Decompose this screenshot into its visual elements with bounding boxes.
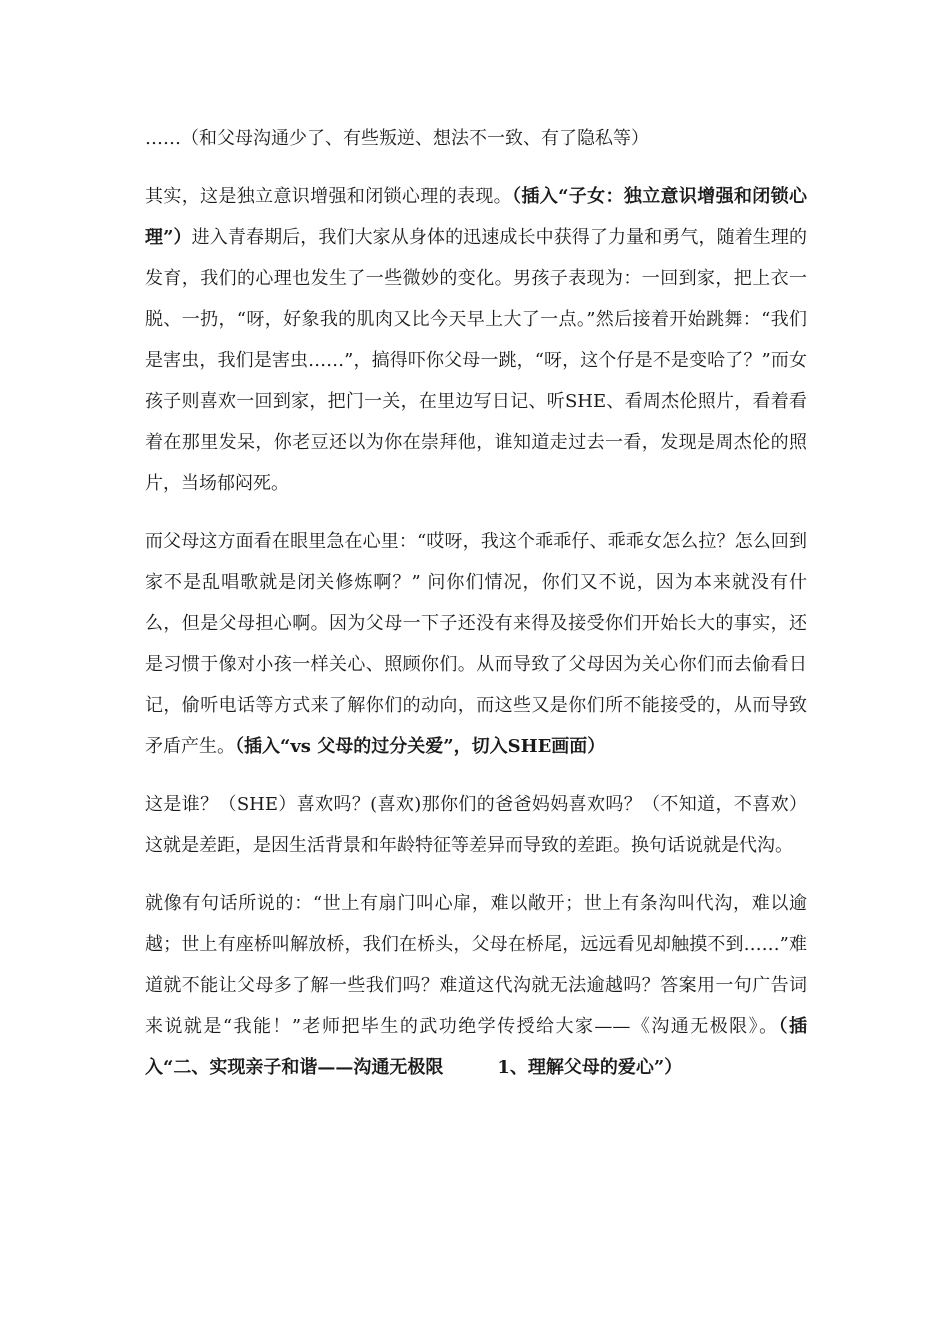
- paragraph-4: [145, 784, 807, 866]
- paragraph-1-text: ……（和父母沟通少了、有些叛逆、想法不一致、有了隐私等）: [145, 128, 649, 149]
- paragraph-3-insert-note: （插入“vs 父母的过分关爱”，切入SHE画面）: [235, 736, 606, 757]
- paragraph-2-insert-note: （插入“子女：独立意识增强和闭锁心理”）: [145, 186, 808, 248]
- document-page: [145, 118, 807, 1105]
- paragraph-1: [145, 118, 807, 159]
- paragraph-2: [145, 176, 807, 504]
- paragraph-2-text-a: 其实，这是独立意识增强和闭锁心理的表现。: [145, 186, 513, 207]
- paragraph-2-text-b: 进入青春期后，我们大家从身体的迅速成长中获得了力量和勇气，随着生理的发育，我们的心理也发生了一些微妙的变化。男孩子表现为：一回到家，把上衣一脱、一扔，“呀，好象我的肌肉又比今天早上大了一点。”然后接着开始跳舞：“我们是害虫，我们是害虫……”，搞得吓你父母一跳，“呀，这个仔是不是变哈了？”而女孩子则喜欢一回到家，把门一关，在里边写日记、听SHE、看周杰伦照片，看着看着在那里发呆，你老豆还以为你在崇拜他，谁知道走过去一看，发现是周杰伦的照片，当场郁闷死。: [145, 227, 808, 494]
- paragraph-5-insert-note: （插入“二、实现亲子和谐——沟通无极限 1、理解父母的爱心”）: [145, 1016, 808, 1078]
- paragraph-3: [145, 521, 807, 767]
- paragraph-5-text: 就像有句话所说的：“世上有扇门叫心扉，难以敞开；世上有条沟叫代沟，难以逾越；世上有座桥叫解放桥，我们在桥头，父母在桥尾，远远看见却触摸不到……”难道就不能让父母多了解一些我们吗？难道这代沟就无法逾越吗？答案用一句广告词来说就是“我能！”老师把毕生的武功绝学传授给大家——《沟通无极限》。: [145, 893, 807, 1037]
- paragraph-5: [145, 883, 807, 1088]
- paragraph-4-text: 这是谁？（SHE）喜欢吗？(喜欢)那你们的爸爸妈妈喜欢吗？（不知道，不喜欢）这就是差距，是因生活背景和年龄特征等差异而导致的差距。换句话说就是代沟。: [145, 794, 807, 856]
- paragraph-3-text: 而父母这方面看在眼里急在心里：“哎呀，我这个乖乖仔、乖乖女怎么拉？怎么回到家不是乱唱歌就是闭关修炼啊？” 问你们情况，你们又不说，因为本来就没有什么，但是父母担心啊。因为父母一下子还没有来得及接受你们开始长大的事实，还是习惯于像对小孩一样关心、照顾你们。从而导致了父母因为关心你们而去偷看日记，偷听电话等方式来了解你们的动向，而这些又是你们所不能接受的，从而导致矛盾产生。: [145, 531, 807, 757]
